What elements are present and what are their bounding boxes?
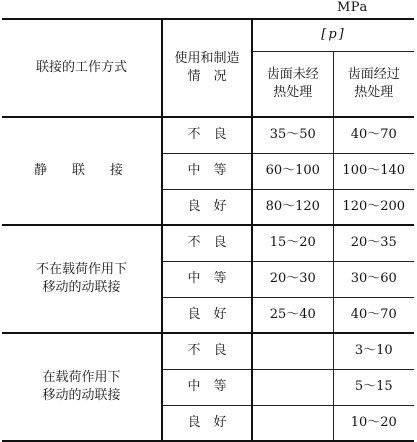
value-treated: 3～10 xyxy=(333,333,414,369)
condition-cell: 不 良 xyxy=(162,225,252,261)
value-treated: 30～60 xyxy=(333,261,414,297)
value-untreated: 15～20 xyxy=(252,225,333,261)
condition-cell: 不 良 xyxy=(162,117,252,153)
value-treated: 20～35 xyxy=(333,225,414,261)
value-untreated xyxy=(252,333,333,369)
value-treated: 5～15 xyxy=(333,369,414,405)
condition-cell: 良 好 xyxy=(162,297,252,333)
value-treated: 10～20 xyxy=(333,405,414,441)
value-untreated: 20～30 xyxy=(252,261,333,297)
group-moving-unloaded: 不在载荷作用下 移动的动联接 xyxy=(2,225,162,333)
condition-cell: 中 等 xyxy=(162,261,252,297)
header-untreated: 齿面未经 热处理 xyxy=(252,51,333,117)
condition-cell: 中 等 xyxy=(162,153,252,189)
group-static-connection: 静 联 接 xyxy=(2,117,162,225)
value-treated: 40～70 xyxy=(333,117,414,153)
header-allowable-pressure: [p] xyxy=(252,19,414,51)
value-untreated xyxy=(252,369,333,405)
group-moving-loaded: 在载荷作用下 移动的动联接 xyxy=(2,333,162,441)
header-connection-type: 联接的工作方式 xyxy=(2,19,162,117)
header-usage-condition: 使用和制造 情 况 xyxy=(162,19,252,117)
value-untreated: 60～100 xyxy=(252,153,333,189)
unit-label: MPa xyxy=(337,0,368,15)
value-treated: 100～140 xyxy=(333,153,414,189)
table-row xyxy=(2,225,414,261)
value-untreated: 35～50 xyxy=(252,117,333,153)
condition-cell: 中 等 xyxy=(162,369,252,405)
header-treated: 齿面经过 热处理 xyxy=(333,51,414,117)
value-untreated xyxy=(252,405,333,441)
table-row xyxy=(2,333,414,369)
value-treated: 40～70 xyxy=(333,297,414,333)
condition-cell: 良 好 xyxy=(162,405,252,441)
condition-cell: 良 好 xyxy=(162,189,252,225)
value-untreated: 80～120 xyxy=(252,189,333,225)
allowable-pressure-table xyxy=(2,18,414,442)
table-row xyxy=(2,117,414,153)
value-untreated: 25～40 xyxy=(252,297,333,333)
condition-cell: 不 良 xyxy=(162,333,252,369)
value-treated: 120～200 xyxy=(333,189,414,225)
